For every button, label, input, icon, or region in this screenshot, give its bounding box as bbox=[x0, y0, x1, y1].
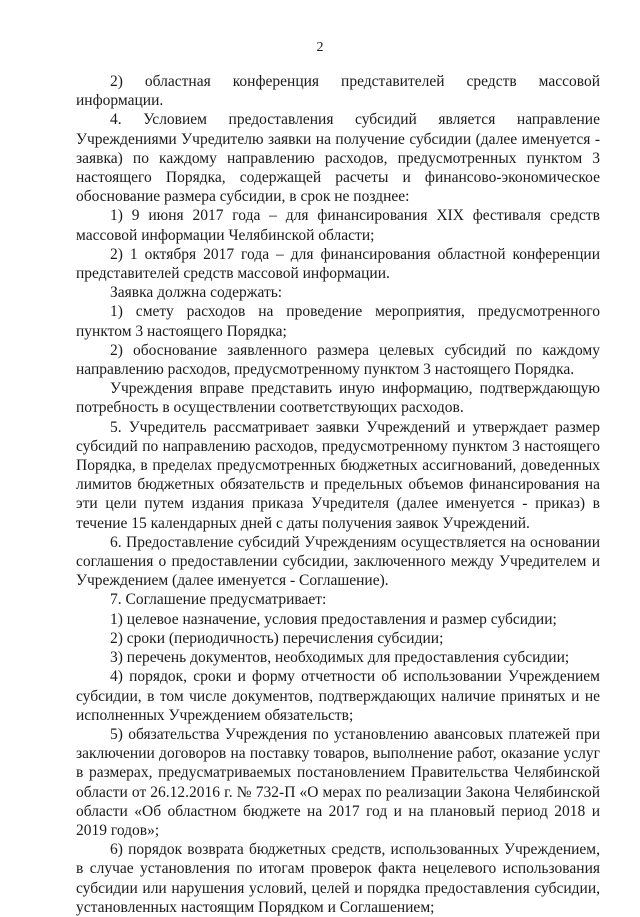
paragraph-agreement-item-2: 2) сроки (периодичность) перечисления субсидии; bbox=[110, 629, 444, 647]
paragraph-clause-5: 5. Учредитель рассматривает заявки Учреждений и утверждает размер субсидий по направлению расходов, предусмотренному пунктом 3 настоящего Порядка, в пределах предусмотренных бюджетных ассигнований, доведенных лимитов бюджетных обязательств и предельных объемов финансирования на эти цели путем издания приказа Учредителя (далее именуется - приказ) в течение 15 календарных дней с даты получения заявок Учреждений. bbox=[76, 418, 600, 532]
paragraph-agreement-item-6: 6) порядок возврата бюджетных средств, использованных Учреждением, в случае установления по итогам проверок факта нецелевого использования субсидии или нарушения условий, целей и порядка предоставления субсидии, установленных настоящим Порядком и Соглашением; bbox=[76, 841, 600, 916]
paragraph-clause-7: 7. Соглашение предусматривает: bbox=[110, 591, 327, 609]
paragraph-additional-info: Учреждения вправе представить иную информацию, подтверждающую потребность в осуществлении соответствующих расходов. bbox=[76, 380, 600, 417]
paragraph-agreement-item-5: 5) обязательства Учреждения по установлению авансовых платежей при заключении договоров на поставку товаров, выполнение работ, оказание услуг в размерах, предусматриваемых постановлением Правительства Челябинской области от 26.12.2016 г. № 732-П «О мерах по реализации Закона Челябинской области «Об областном бюджете на 2017 год и на плановый период 2018 и 2019 годов»; bbox=[76, 725, 600, 839]
paragraph-contents-item-1: 1) смету расходов на проведение мероприятия, предусмотренного пунктом 3 настоящего Порядка; bbox=[76, 303, 600, 340]
paragraph-clause-6: 6. Предоставление субсидий Учреждениям осуществляется на основании соглашения о предоставлении субсидии, заключенного между Учредителем и Учреждением (далее именуется - Соглашение). bbox=[76, 533, 600, 590]
page-number: 2 bbox=[316, 40, 324, 55]
paragraph-deadline-1: 1) 9 июня 2017 года – для финансирования XIX фестиваля средств массовой информации Челябинской области; bbox=[76, 207, 600, 244]
paragraph-agreement-item-1: 1) целевое назначение, условия предоставления и размер субсидии; bbox=[110, 610, 557, 628]
paragraph-contents-item-2: 2) обоснование заявленного размера целевых субсидий по каждому направлению расходов, предусмотренному пунктом 3 настоящего Порядка. bbox=[76, 341, 600, 379]
paragraph-agreement-item-4: 4) порядок, сроки и форму отчетности об использовании Учреждением субсидии, в том числе документов, подтверждающих наличие принятых и не исполненных Учреждением обязательств; bbox=[76, 668, 600, 724]
paragraph-agreement-item-3: 3) перечень документов, необходимых для предоставления субсидии; bbox=[110, 649, 570, 667]
paragraph-deadline-2: 2) 1 октября 2017 года – для финансирования областной конференции представителей средств массовой информации. bbox=[76, 245, 600, 283]
paragraph-clause-4: 4. Условием предоставления субсидий является направление Учреждениями Учредителю заявки на получение субсидии (далее именуется - заявка) по каждому направлению расходов, предусмотренных пунктом 3 настоящего Порядка, содержащей расчеты и финансово-экономическое обоснование размера субсидии, в срок не позднее: bbox=[76, 111, 600, 206]
paragraph-application-contents: Заявка должна содержать: bbox=[110, 284, 283, 302]
paragraph-2-item-2: 2) областная конференция представителей средств массовой информации. bbox=[76, 73, 600, 110]
document-body bbox=[76, 72, 600, 917]
